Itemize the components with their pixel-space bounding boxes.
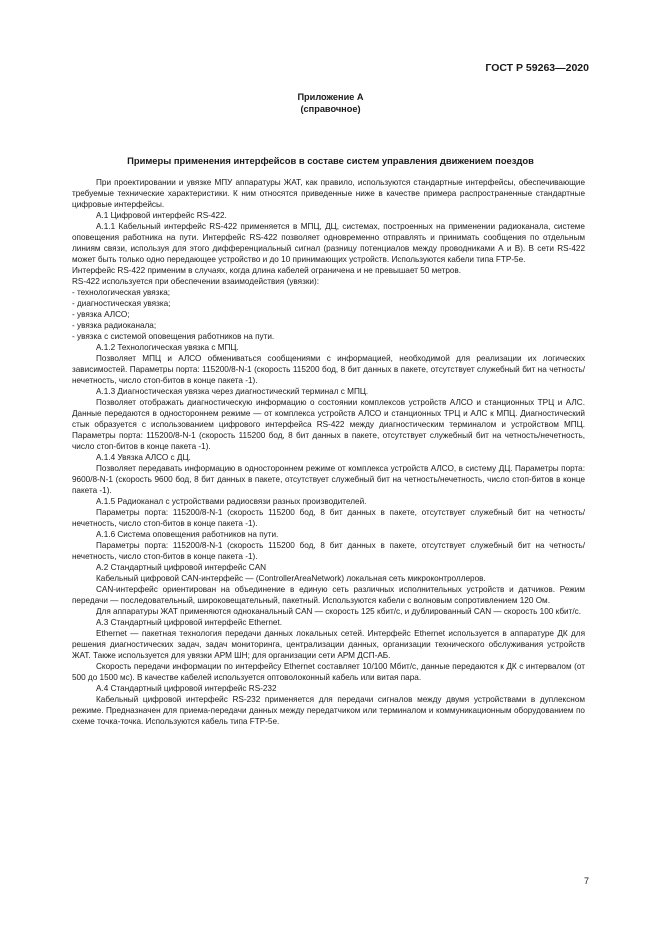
list-item: - увязка радиоканала; [72,321,157,330]
section-title: Примеры применения интерфейсов в составе систем управления движением поездов [127,155,534,166]
paragraph: Позволяет МПЦ и АЛСО обмениваться сообщениями с информацией, необходимой для реализации их логических зависимостей. Параметры порта: 115200/8-N-1 (скорость 115200 бод, 8 бит данных в пакете, отсутствует служебный бит на четность/нечетность, число стоп-битов в конце пакета -1). [72,354,585,385]
annex-subtitle: (справочное) [300,104,361,114]
subsection-heading: А.1.4 Увязка АЛСО с ДЦ. [96,453,191,462]
subsection-heading: А.2 Стандартный цифровой интерфейс CAN [96,563,267,572]
list-item: - технологическая увязка; [72,288,171,297]
list-item: - увязка с системой оповещения работников на пути. [72,332,275,341]
body-text [72,177,585,727]
paragraph: Интерфейс RS-422 применим в случаях, когда длина кабелей ограничена и не превышает 50 метров. [72,266,462,275]
paragraph: Параметры порта: 115200/8-N-1 (скорость 115200 бод, 8 бит данных в пакете, отсутствует служебный бит на четность/нечетность, число стоп-битов в конце пакета -1). [72,541,585,561]
list-item: - диагностическая увязка; [72,299,171,308]
paragraph: При проектировании и увязке МПУ аппаратуры ЖАТ, как правило, используются стандартные интерфейсы, обеспечивающие требуемые технические характеристики. К ним относятся приведенные ниже в качестве примера распространенные стандартные цифровые интерфейсы. [72,178,585,209]
paragraph: Параметры порта: 115200/8-N-1 (скорость 115200 бод, 8 бит данных в пакете, отсутствует служебный бит на четность/нечетность, число стоп-битов в конце пакета -1). [72,508,585,528]
paragraph: Позволяет отображать диагностическую информацию о состоянии комплексов устройств АЛСО и станционных ТРЦ и АЛС. Данные передаются в одностороннем режиме — от комплекса устройств АЛСО и станционных ТРЦ и АЛС к МПЦ. Диагностический стык образуется с использованием цифрового интерфейса RS-422 между диагностическим терминалом и устройством МПЦ. Параметры порта: 115200/8-N-1 (скорость 115200 бод, 8 бит данных в пакете, отсутствует служебный бит на четность/нечетность, число стоп-битов в конце пакета -1). [72,398,585,451]
paragraph: CAN-интерфейс ориентирован на объединение в единую сеть различных исполнительных устройств и датчиков. Режим передачи — последовательный, широковещательный, пакетный. Используются кабели с волновым сопротивлением 120 Ом. [72,585,585,605]
annex-heading [0,91,661,115]
paragraph: Кабельный цифровой интерфейс RS-232 применяется для передачи сигналов между двумя устройствами в дуплексном режиме. Предназначен для приема-передачи данных между передатчиком или терминалом и коммуникационным оборудованием по схеме точка-точка. Используются кабель типа FTP-5e. [72,695,585,726]
subsection-heading: А.4 Стандартный цифровой интерфейс RS-232 [96,684,277,693]
paragraph: Позволяет передавать информацию в одностороннем режиме от комплекса устройств АЛСО, в систему ДЦ. Параметры порта: 9600/8-N-1 (скорость 9600 бод, 8 бит данных в пакете, отсутствует служебный бит на четность/нечетность, число стоп-битов в конце пакета -1). [72,464,585,495]
subsection-heading: А.1.5 Радиоканал с устройствами радиосвязи разных производителей. [96,497,367,506]
list-item: - увязка АЛСО; [72,310,130,319]
subsection-heading: А.1.3 Диагностическая увязка через диагностический терминал с МПЦ. [96,387,369,396]
subsection-heading: А.3 Стандартный цифровой интерфейс Ethernet. [96,618,283,627]
standard-number: ГОСТ Р 59263—2020 [485,62,589,74]
subsection-heading: А.1 Цифровой интерфейс RS-422. [96,211,227,220]
paragraph: Ethernet — пакетная технология передачи данных локальных сетей. Интерфейс Ethernet используется в аппаратуре ДК для решения диагностических задач, задач мониторинга, централизации данных, организации технического обслуживания устройств ЖАТ. Также используется для увязки АРМ ШН; для организации сети АРМ ДСП-АБ. [72,629,585,660]
subsection-heading: А.1.2 Технологическая увязка с МПЦ. [96,343,239,352]
annex-title: Приложение А [297,92,364,102]
paragraph: Для аппаратуры ЖАТ применяются одноканальный CAN — скорость 125 кбит/с, и дублированный CAN — скорость 100 кбит/с. [96,607,582,616]
subsection-heading: А.1.6 Система оповещения работников на пути. [96,530,279,539]
paragraph: А.1.1 Кабельный интерфейс RS-422 применяется в МПЦ, ДЦ, системах, построенных на применении радиоканала, системе оповещения работника на пути. Интерфейс RS-422 позволяет одновременно отправлять и принимать сообщения по отдельным линиям связи, используя для этого дифференциальный сигнал (разницу потенциалов между проводниками А и В). В сети RS-422 может быть только одно передающее устройство и до 10 принимающих устройств. Используются кабели типа FTP-5e. [72,222,585,264]
paragraph: RS-422 используется при обеспечении взаимодействия (увязки): [72,277,320,286]
page-number: 7 [583,876,589,886]
paragraph: Кабельный цифровой CAN-интерфейс — (ControllerAreaNetwork) локальная сеть микроконтроллеров. [96,574,486,583]
paragraph: Скорость передачи информации по интерфейсу Ethernet составляет 10/100 Мбит/с, данные передаются к ДК с интервалом (от 500 до 1500 мс). В качестве кабелей используется оптоволоконный кабель или витая пара. [72,662,585,682]
